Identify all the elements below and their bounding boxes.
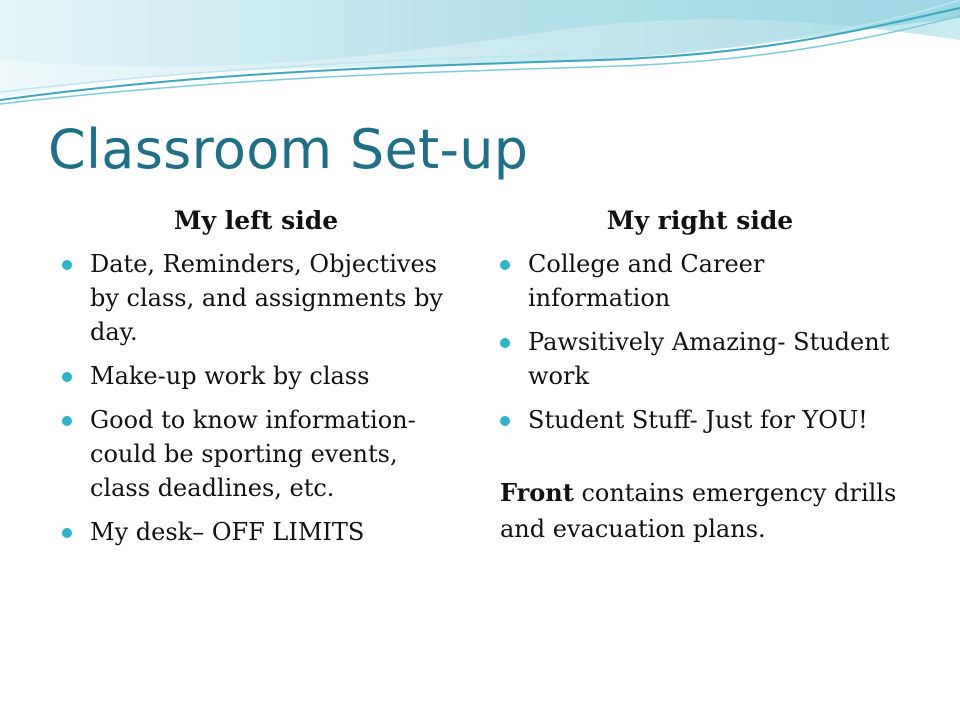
- left-column-heading: My left side: [173, 206, 339, 235]
- bullet-icon: [500, 416, 510, 426]
- list-item-text: Date, Reminders, Objectives by class, and assignments by day.: [90, 250, 443, 346]
- front-note-strong: Front: [500, 478, 574, 507]
- left-bullet-list: [62, 247, 450, 549]
- bullet-icon: [62, 260, 72, 270]
- list-item: [500, 403, 900, 437]
- right-column-heading: My right side: [606, 206, 794, 235]
- list-item-text: Good to know information- could be sporting events, class deadlines, etc.: [90, 406, 416, 502]
- list-item: [500, 325, 900, 393]
- front-note-text: contains emergency drills and evacuation plans.: [500, 479, 897, 543]
- list-item: [62, 515, 450, 549]
- left-column: [62, 206, 450, 559]
- bullet-icon: [500, 338, 510, 348]
- bullet-icon: [62, 416, 72, 426]
- bullet-icon: [62, 528, 72, 538]
- list-item-text: Pawsitively Amazing- Student work: [528, 328, 890, 390]
- list-item: [62, 247, 450, 349]
- front-note: [500, 475, 900, 547]
- list-item-text: My desk– OFF LIMITS: [90, 518, 365, 546]
- list-item: [500, 247, 900, 315]
- bullet-icon: [500, 260, 510, 270]
- right-column: [500, 206, 900, 547]
- list-item-text: College and Career information: [528, 250, 765, 312]
- bullet-icon: [62, 372, 72, 382]
- list-item-text: Student Stuff- Just for YOU!: [528, 406, 868, 434]
- list-item: [62, 359, 450, 393]
- list-item-text: Make-up work by class: [90, 362, 370, 390]
- right-bullet-list: [500, 247, 900, 437]
- list-item: [62, 403, 450, 505]
- decorative-wave-header: [0, 0, 960, 120]
- slide-title: Classroom Set-up: [48, 118, 529, 181]
